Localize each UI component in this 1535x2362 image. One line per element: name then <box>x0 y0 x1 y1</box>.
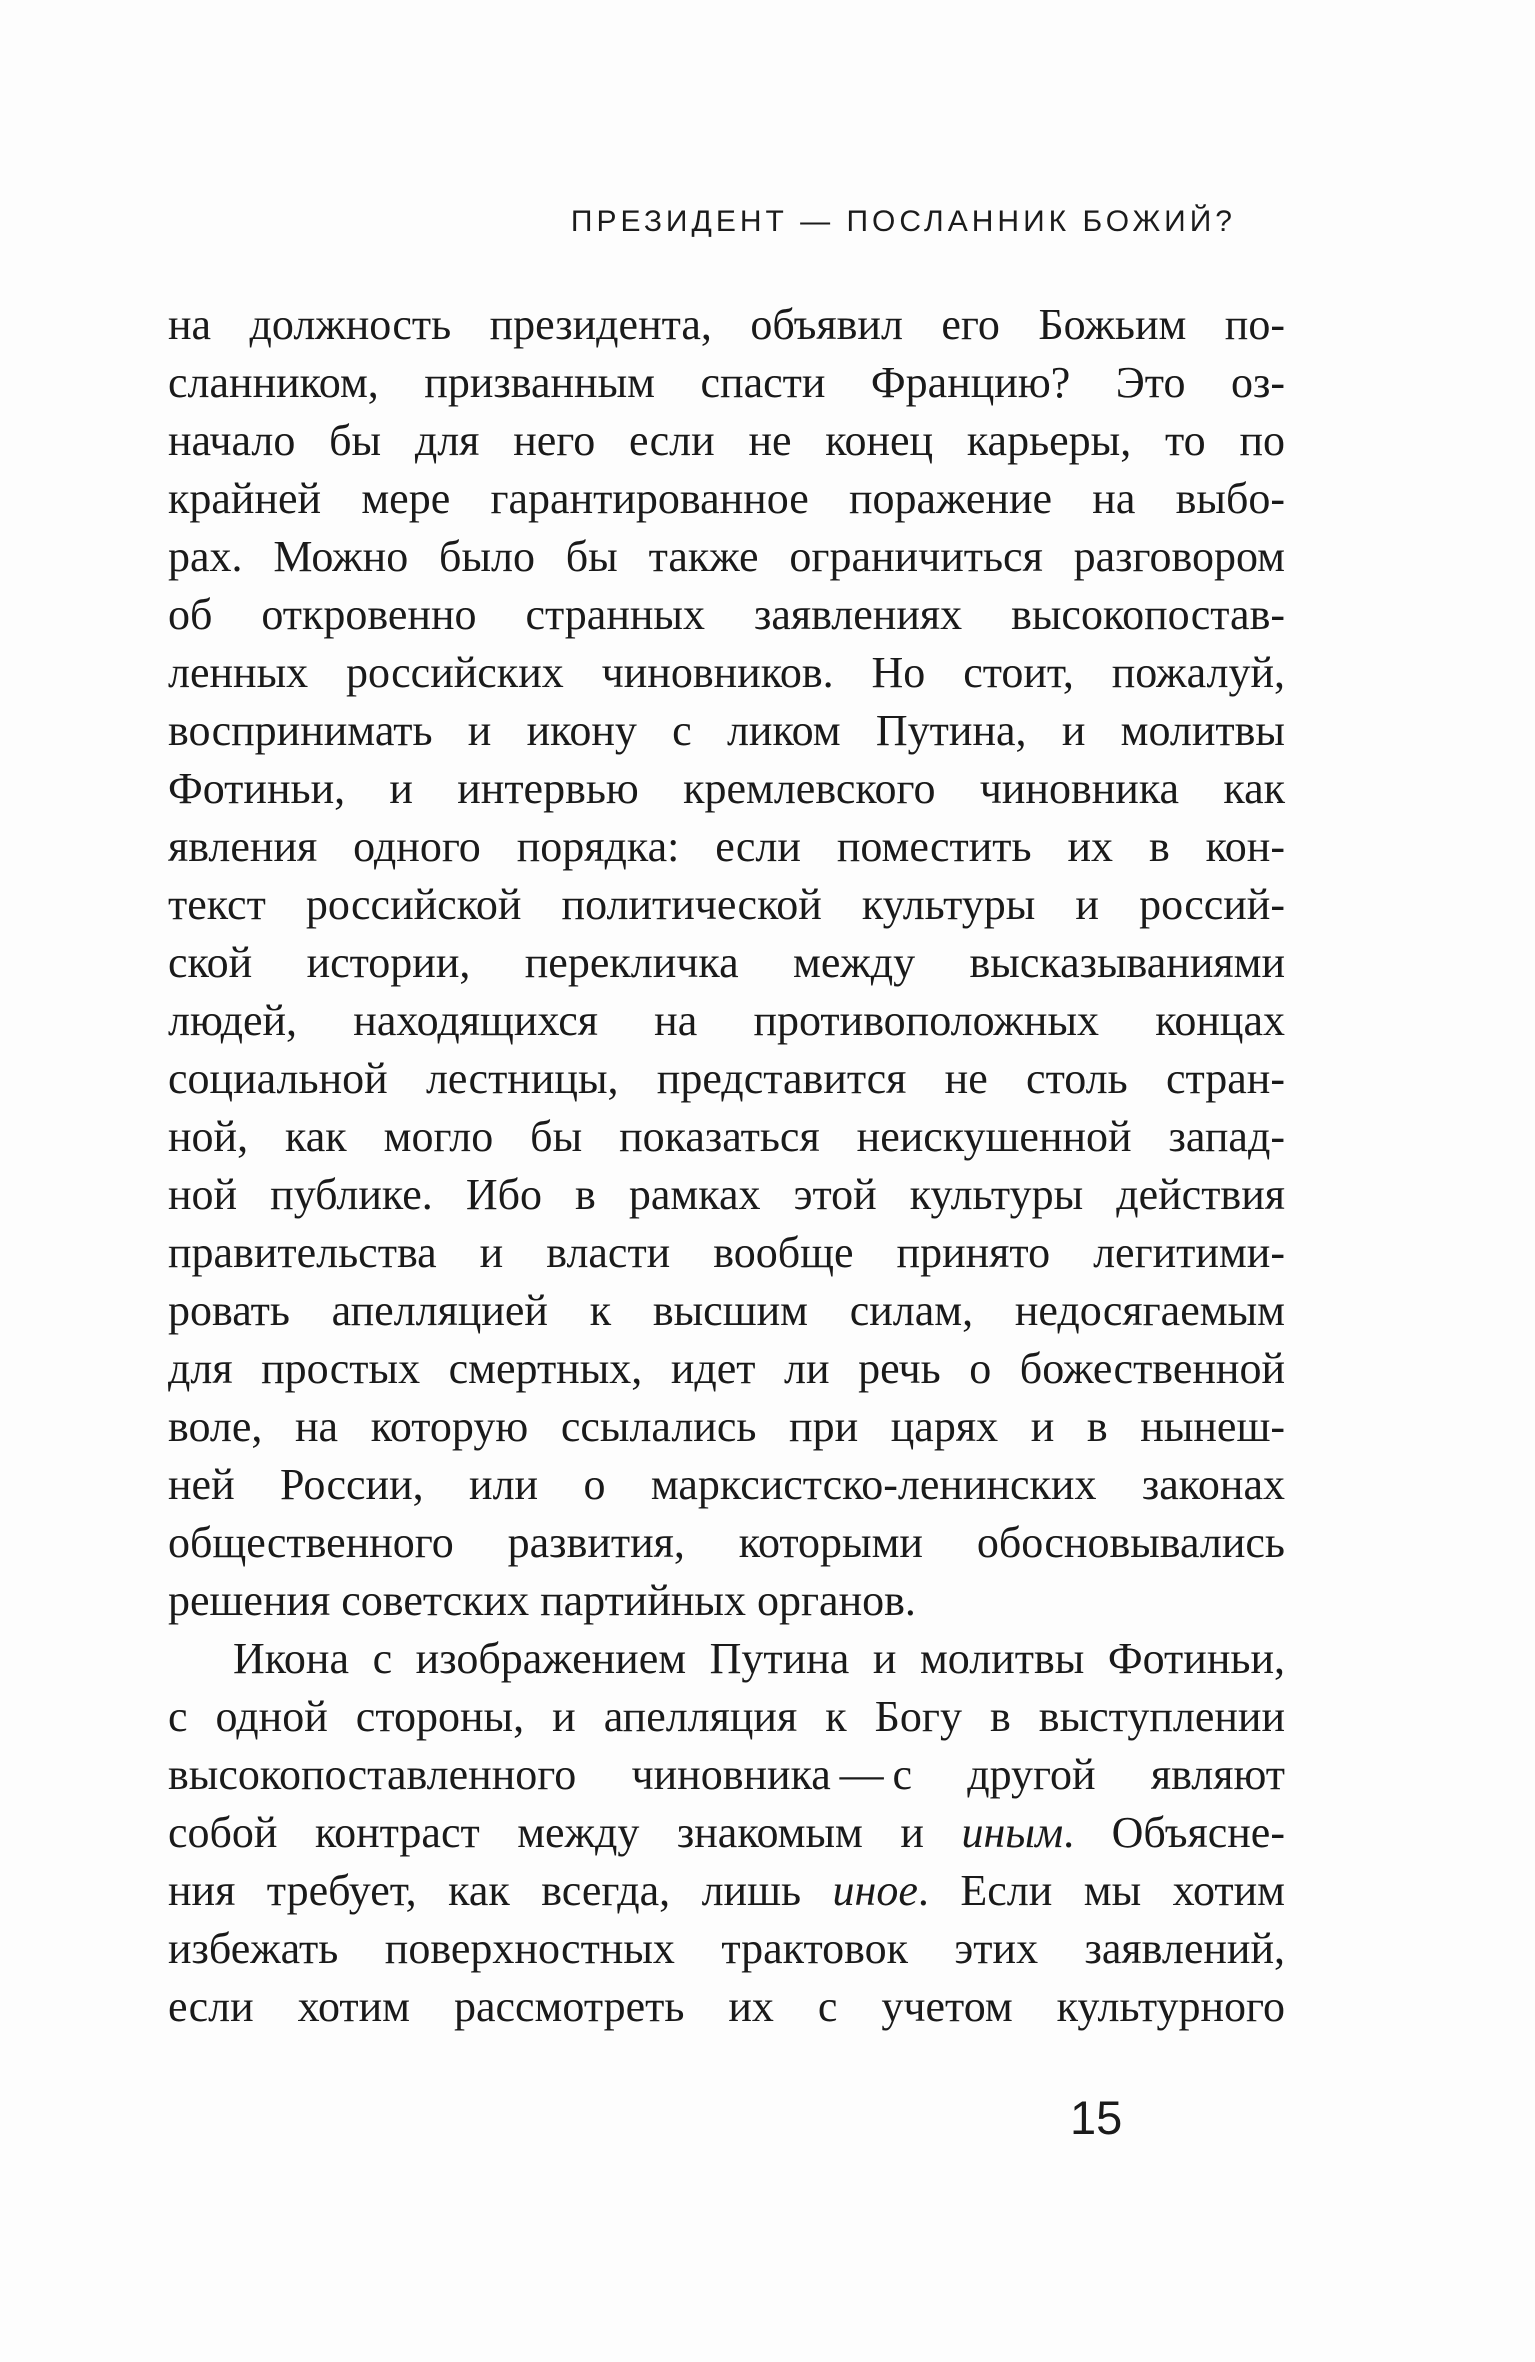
text-line: ней России, или о марксистско-ленинских законах <box>168 1460 1285 1509</box>
text-line: ной публике. Ибо в рамках этой культуры действия <box>168 1170 1285 1219</box>
text-line: сланником, призванным спасти Францию? Это оз- <box>168 358 1285 407</box>
text-line: людей, находящихся на противоположных концах <box>168 996 1285 1045</box>
text-line: собой контраст между знакомым и иным. Объясне- <box>168 1808 1285 1857</box>
text-line: ния требует, как всегда, лишь иное. Если мы хотим <box>168 1866 1285 1915</box>
text-line: текст российской политической культуры и россий- <box>168 880 1285 929</box>
text-line: Фотиньи, и интервью кремлевского чиновника как <box>168 764 1285 813</box>
text-line: общественного развития, которыми обосновывались <box>168 1518 1285 1567</box>
text-line: если хотим рассмотреть их с учетом культурного <box>168 1982 1285 2031</box>
page-number: 15 <box>1070 2091 1123 2144</box>
text-line: рах. Можно было бы также ограничиться разговором <box>168 532 1285 581</box>
text-line: крайней мере гарантированное поражение на выбо- <box>168 474 1285 523</box>
text-line: ленных российских чиновников. Но стоит, пожалуй, <box>168 648 1285 697</box>
text-line: начало бы для него если не конец карьеры, то по <box>168 416 1285 465</box>
text-line: об откровенно странных заявлениях высокопостав- <box>168 590 1285 639</box>
body-text <box>168 296 1285 2036</box>
text-line: высокопоставленного чиновника — с другой являют <box>168 1750 1285 1799</box>
text-line: правительства и власти вообще принято легитими- <box>168 1228 1285 1277</box>
text-line: явления одного порядка: если поместить их в кон- <box>168 822 1285 871</box>
text-line: с одной стороны, и апелляция к Богу в выступлении <box>168 1692 1285 1741</box>
text-line: решения советских партийных органов. <box>168 1576 916 1625</box>
text-line: ровать апелляцией к высшим силам, недосягаемым <box>168 1286 1285 1335</box>
text-line: для простых смертных, идет ли речь о божественной <box>168 1344 1285 1393</box>
text-line: воспринимать и икону с ликом Путина, и молитвы <box>168 706 1285 755</box>
text-line: избежать поверхностных трактовок этих заявлений, <box>168 1924 1285 1973</box>
text-line: ной, как могло бы показаться неискушенной запад- <box>168 1112 1285 1161</box>
running-header: ПРЕЗИДЕНТ — ПОСЛАННИК БОЖИЙ? <box>570 205 1236 238</box>
text-line: социальной лестницы, представится не столь стран- <box>168 1054 1285 1103</box>
text-line: воле, на которую ссылались при царях и в нынеш- <box>168 1402 1285 1451</box>
text-line: Икона с изображением Путина и молитвы Фотиньи, <box>233 1634 1285 1683</box>
text-line: на должность президента, объявил его Божьим по- <box>168 300 1285 349</box>
text-line: ской истории, перекличка между высказываниями <box>168 938 1285 987</box>
